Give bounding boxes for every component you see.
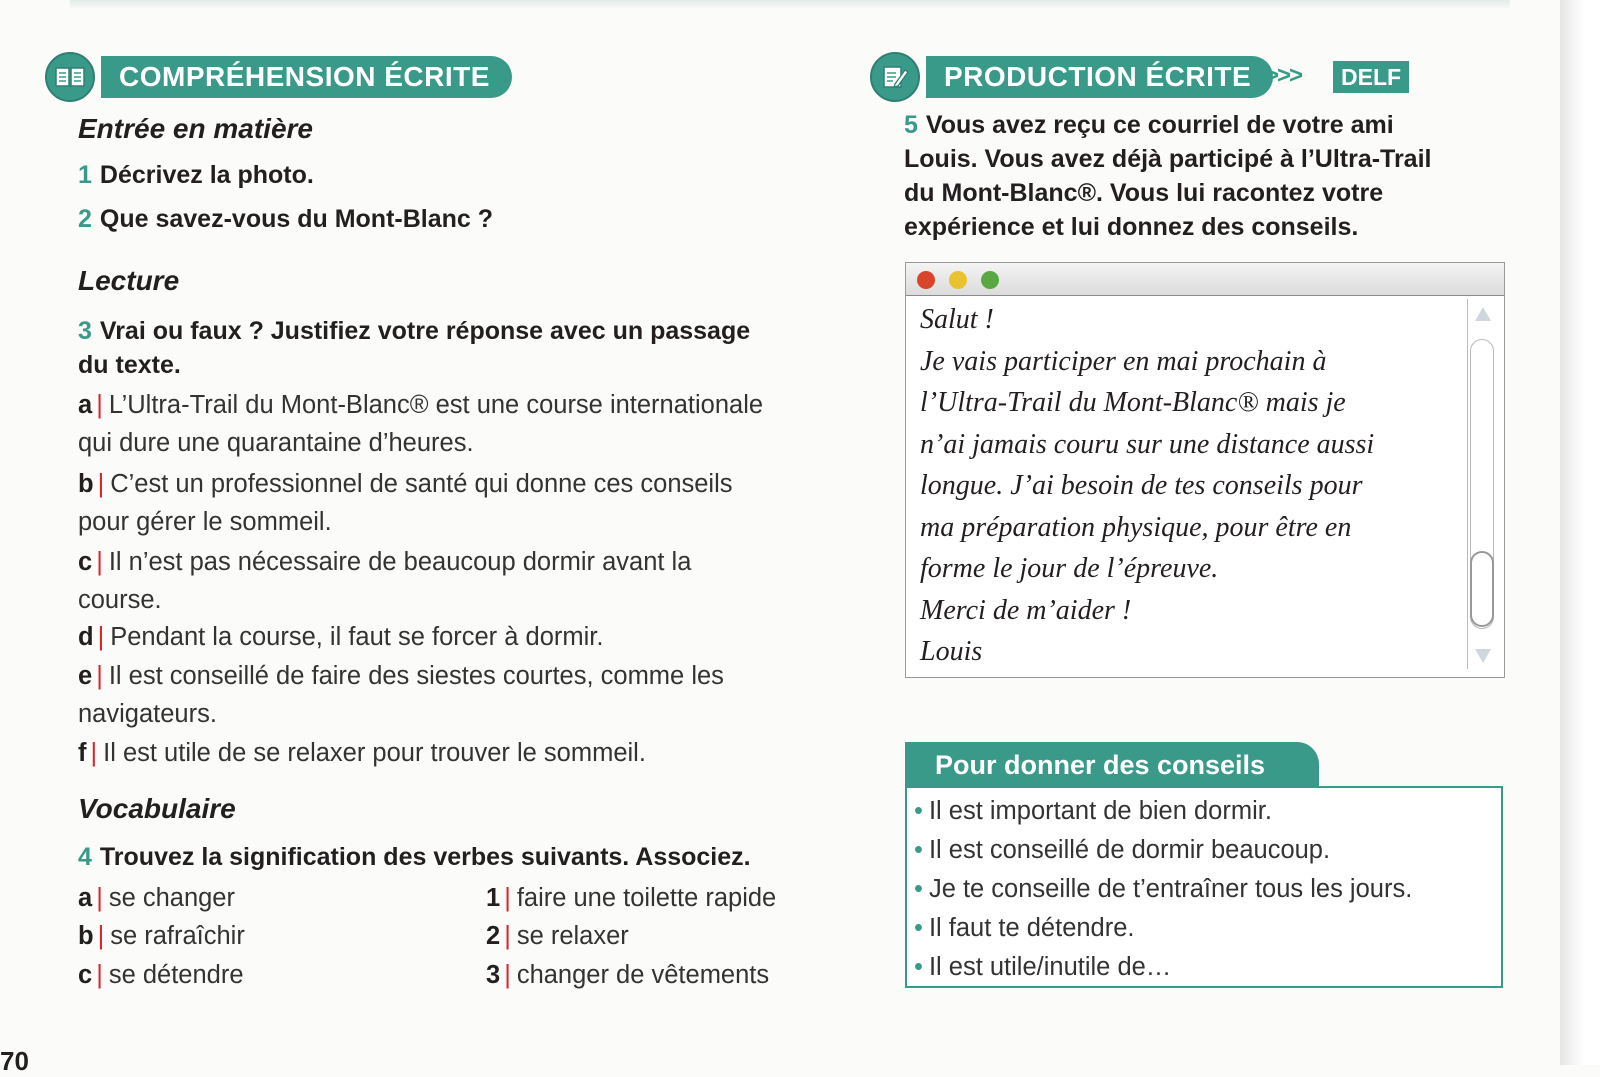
page-number: 70 (0, 1046, 29, 1076)
tips-title: Pour donner des conseils (905, 742, 1319, 786)
delf-badge: DELF (1333, 61, 1409, 93)
meaning-2: 2 | se relaxer (486, 922, 629, 950)
scroll-thumb[interactable] (1470, 551, 1494, 627)
lecture-title: Lecture (78, 265, 180, 296)
question-1: 1 Décrivez la photo. (78, 161, 314, 189)
statement-f: f | Il est utile de se relaxer pour trouver le sommeil. (78, 739, 646, 767)
email-line: Je vais participer en mai prochain à (920, 345, 1327, 377)
tip-item: • Il est conseillé de dormir beaucoup. (914, 831, 1412, 870)
verb-a: a | se changer (78, 884, 235, 912)
statement-d: d | Pendant la course, il faut se forcer à dormir. (78, 623, 604, 651)
minimize-dot-icon[interactable] (949, 271, 967, 289)
email-line: n’ai jamais couru sur une distance aussi (920, 428, 1375, 460)
email-body (920, 299, 1460, 673)
page-gutter (1560, 0, 1600, 1065)
email-titlebar (906, 263, 1504, 296)
statement-a: a | L’Ultra-Trail du Mont-Blanc® est une course internationale qui dure une quarantaine d’heures. (78, 391, 764, 457)
zoom-dot-icon[interactable] (981, 271, 999, 289)
tip-item: • Il faut te détendre. (914, 909, 1412, 948)
scroll-down-arrow-icon[interactable] (1475, 649, 1491, 663)
statement-c: c | Il n’est pas nécessaire de beaucoup dormir avant la course. (78, 548, 692, 614)
email-line: forme le jour de l’épreuve. (920, 553, 1219, 584)
verb-c: c | se détendre (78, 961, 244, 989)
comprehension-title: COMPRÉHENSION ÉCRITE (101, 56, 512, 98)
tip-item: • Il est utile/inutile de… (914, 948, 1412, 987)
email-line: Salut ! (920, 304, 994, 335)
email-line: ma préparation physique, pour être en (920, 511, 1352, 543)
question-2: 2 Que savez-vous du Mont-Blanc ? (78, 205, 494, 233)
tips-list (914, 792, 1412, 987)
meaning-3: 3 | changer de vêtements (486, 961, 770, 989)
top-photo-edge (70, 0, 1510, 8)
close-dot-icon[interactable] (917, 271, 935, 289)
statement-b: b | C’est un professionnel de santé qui donne ces conseils pour gérer le sommeil. (78, 470, 733, 536)
scroll-up-arrow-icon[interactable] (1475, 307, 1491, 321)
tip-item: • Il est important de bien dormir. (914, 792, 1412, 831)
open-book-icon (45, 52, 95, 102)
meaning-1: 1 | faire une toilette rapide (486, 884, 777, 912)
tip-item: • Je te conseille de t’entraîner tous les jours. (914, 870, 1412, 909)
vocabulaire-title: Vocabulaire (78, 793, 236, 824)
entree-title: Entrée en matière (78, 113, 313, 144)
pencil-note-icon (870, 52, 920, 102)
production-title: PRODUCTION ÉCRITE (926, 56, 1273, 98)
delf-arrows: >>> (1265, 62, 1302, 89)
email-line: Louis (920, 636, 983, 667)
email-line: l’Ultra-Trail du Mont-Blanc® mais je (920, 387, 1346, 418)
email-line: Merci de m’aider ! (920, 594, 1132, 626)
email-line: longue. J’ai besoin de tes conseils pour (920, 470, 1363, 501)
verb-b: b | se rafraîchir (78, 922, 245, 950)
email-scrollbar[interactable] (1467, 299, 1498, 669)
question-4: 4 Trouvez la signification des verbes suivants. Associez. (78, 843, 751, 871)
question-5: 5 Vous avez reçu ce courriel de votre ami Louis. Vous avez déjà participé à l’Ultra-Trail du Mont-Blanc®. Vous lui racontez votre expérience et lui donnez des conseils. (904, 111, 1432, 241)
question-3: 3 Vrai ou faux ? Justifiez votre réponse avec un passage du texte. (78, 317, 751, 379)
statement-e: e | Il est conseillé de faire des siestes courtes, comme les navigateurs. (78, 662, 724, 728)
email-window (905, 262, 1505, 678)
